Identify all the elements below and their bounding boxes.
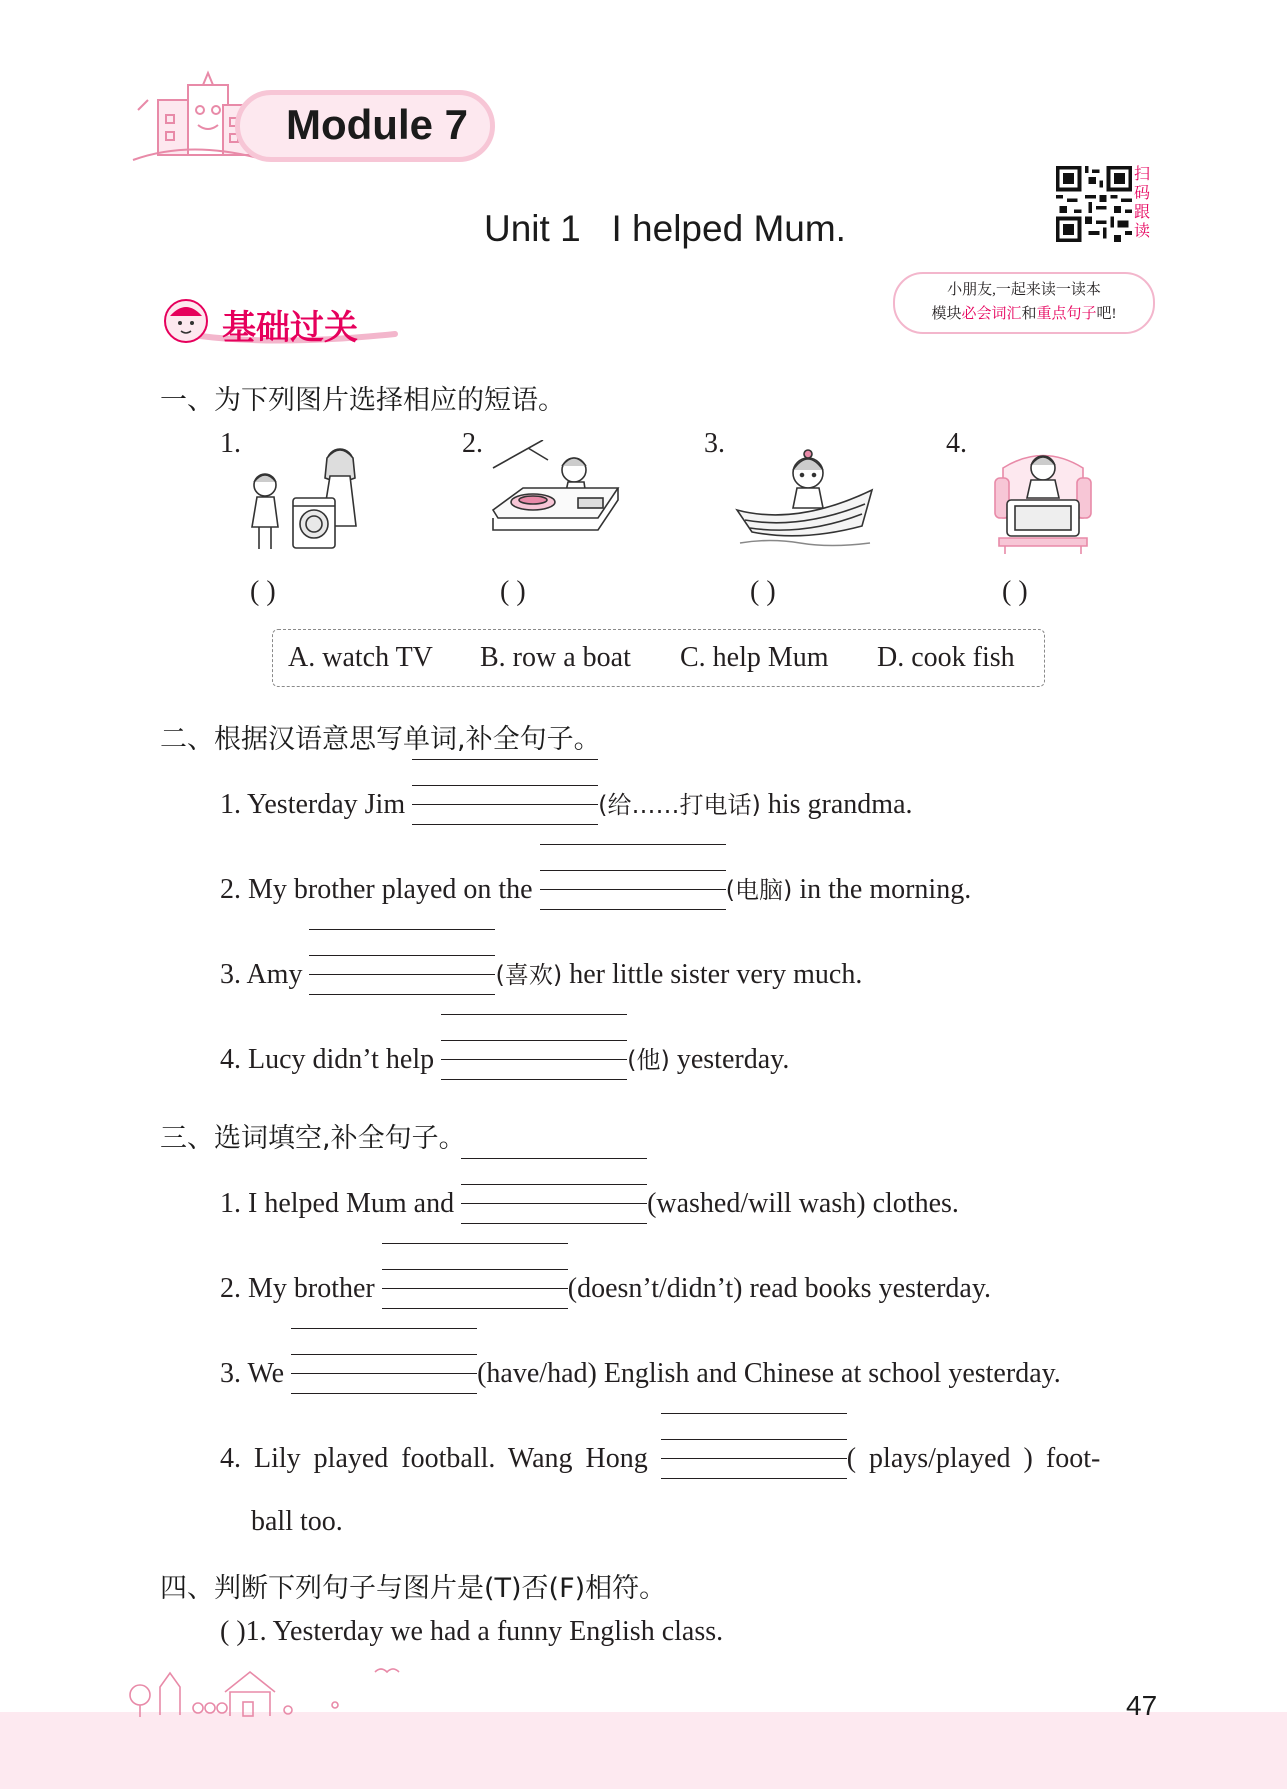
q1-picture-number: 3. bbox=[704, 428, 725, 459]
bottom-band bbox=[0, 1712, 1287, 1789]
q2-heading: 二、根据汉语意思写单词,补全句子。 bbox=[160, 724, 601, 755]
option-d: D. cook fish bbox=[877, 642, 1015, 673]
section-label: 基础过关 bbox=[222, 308, 358, 348]
q2-item-1: 1. Yesterday Jim (给……打电话) his grandma. bbox=[220, 783, 913, 821]
option-a: A. watch TV bbox=[288, 642, 433, 673]
q3-item-3: 3. We (have/had) English and Chinese at school yesterday. bbox=[220, 1352, 1061, 1390]
bubble-line-1: 小朋友,一起来读一读本 bbox=[947, 282, 1101, 298]
option-c: C. help Mum bbox=[680, 642, 829, 673]
girl-watching-tv-icon bbox=[993, 448, 1093, 560]
q4-heading: 四、判断下列句子与图片是(T)否(F)相符。 bbox=[160, 1573, 667, 1604]
q3-item-1: 1. I helped Mum and (washed/will wash) clothes. bbox=[220, 1182, 959, 1220]
unit-title: Unit 1 I helped Mum. bbox=[484, 208, 846, 249]
answer-parentheses[interactable]: ( ) bbox=[1002, 576, 1028, 607]
four-line-blank[interactable] bbox=[382, 1267, 568, 1297]
four-line-blank[interactable] bbox=[661, 1437, 847, 1467]
read-along-bubble bbox=[893, 272, 1155, 334]
q1-picture-number: 4. bbox=[946, 428, 967, 459]
answer-parentheses[interactable]: ( ) bbox=[750, 576, 776, 607]
q4-item-1: ( )1. Yesterday we had a funny English class. bbox=[220, 1616, 724, 1647]
option-b: B. row a boat bbox=[480, 642, 631, 673]
bubble-line-2: 模块必会词汇和重点句子吧! bbox=[931, 306, 1117, 322]
q1-picture-number: 1. bbox=[220, 428, 241, 459]
four-line-blank[interactable] bbox=[291, 1352, 477, 1382]
qr-code-icon[interactable] bbox=[1056, 166, 1132, 242]
q2-item-4: 4. Lucy didn’t help (他) yesterday. bbox=[220, 1038, 789, 1076]
q1-heading: 一、为下列图片选择相应的短语。 bbox=[160, 385, 565, 416]
girls-washing-machine-icon bbox=[245, 440, 365, 558]
q3-heading: 三、选词填空,补全句子。 bbox=[160, 1123, 466, 1154]
four-line-blank[interactable] bbox=[309, 953, 495, 983]
four-line-blank[interactable] bbox=[441, 1038, 627, 1068]
answer-parentheses[interactable]: ( ) bbox=[220, 1616, 246, 1647]
four-line-blank[interactable] bbox=[412, 783, 598, 813]
page-number: 47 bbox=[1126, 1690, 1158, 1721]
module-title: Module 7 bbox=[286, 101, 469, 148]
girl-rowing-boat-icon bbox=[735, 448, 875, 558]
four-line-blank[interactable] bbox=[461, 1182, 647, 1212]
q3-item-4: 4. Lily played football. Wang Hong ( plays/played ) foot- bbox=[220, 1437, 1100, 1475]
q1-picture-number: 2. bbox=[462, 428, 483, 459]
answer-parentheses[interactable]: ( ) bbox=[250, 576, 276, 607]
answer-parentheses[interactable]: ( ) bbox=[500, 576, 526, 607]
q2-item-2: 2. My brother played on the (电脑) in the morning. bbox=[220, 868, 971, 906]
q3-item-4-continuation: ball too. bbox=[251, 1506, 343, 1537]
four-line-blank[interactable] bbox=[540, 868, 726, 898]
footer-house-decoration bbox=[120, 1660, 460, 1720]
girl-cooking-fish-icon bbox=[488, 440, 623, 558]
q3-item-2: 2. My brother (doesn’t/didn’t) read books yesterday. bbox=[220, 1267, 991, 1305]
q2-item-3: 3. Amy (喜欢) her little sister very much. bbox=[220, 953, 862, 991]
qr-code-label: 扫码跟读 bbox=[1134, 164, 1151, 240]
